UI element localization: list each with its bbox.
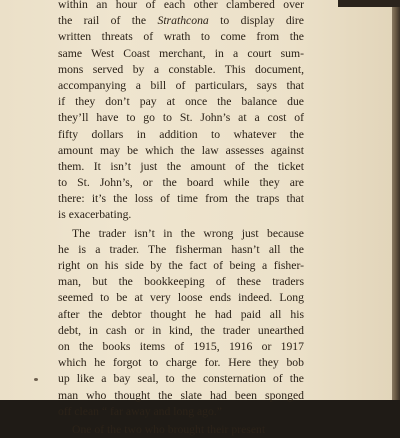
text-line: seemed to be at very loose ends indeed. Long [58, 291, 304, 305]
text-fragment: to display dire [208, 14, 304, 28]
paragraph-1 [58, 0, 304, 224]
text-line: is exacerbating. [58, 208, 132, 222]
text-line: amount may be which the law assesses against [58, 143, 304, 157]
text-fragment: the rail of the [58, 14, 158, 28]
text-line: mons served by a constable. This document, [58, 62, 304, 76]
text-line: debt, in cash or in kind, the trader unearthed [58, 323, 304, 337]
text-line: man who thought the slate had been sponged [58, 388, 304, 402]
text-line: up like a bay seal, to the consternation of the [58, 372, 304, 386]
text-line: on the books items of 1915, 1916 or 1917 [58, 339, 304, 353]
body-text [58, 0, 304, 438]
top-shadow [338, 0, 400, 7]
text-line: same West Coast merchant, in a court sum- [58, 46, 304, 60]
book-spine-edge [392, 0, 400, 400]
text-line: man, but the bookkeeping of these traders [58, 275, 304, 289]
text-line: they’ll have to go to St. John’s at a cost of [58, 111, 304, 125]
ship-name: Strathcona [157, 14, 209, 28]
margin-mark [34, 378, 38, 381]
text-line: fifty dollars in addition to whatever the [58, 127, 304, 141]
text-line: One of the two who brought their present [72, 422, 266, 436]
paragraph-3 [58, 422, 304, 438]
paragraph-2 [58, 226, 304, 420]
text-line: to St. John’s, or the board while they are [58, 176, 304, 190]
text-line: if they don’t pay at once the balance due [58, 95, 304, 109]
text-line: he is a trader. The fisherman hasn’t all the [58, 242, 304, 256]
text-line: within an hour of each other clambered over [58, 0, 304, 11]
text-line [58, 13, 304, 29]
text-line: which he forgot to charge for. Here they bob [58, 356, 304, 370]
text-line: The trader isn’t in the wrong just because [72, 226, 304, 240]
text-line: written threats of wrath to come from the [58, 30, 304, 44]
text-line: off clean “ far away and long ago.” [58, 404, 222, 418]
text-line: accompanying a bill of particulars, says that [58, 78, 304, 92]
text-line: right on his side by the fact of being a fisher- [58, 259, 304, 272]
text-line: after the debtor thought he had paid all his [58, 307, 304, 321]
text-line: them. It isn’t just the amount of the ticket [58, 159, 304, 173]
text-line: there: it’s the loss of time from the traps that [58, 192, 304, 206]
